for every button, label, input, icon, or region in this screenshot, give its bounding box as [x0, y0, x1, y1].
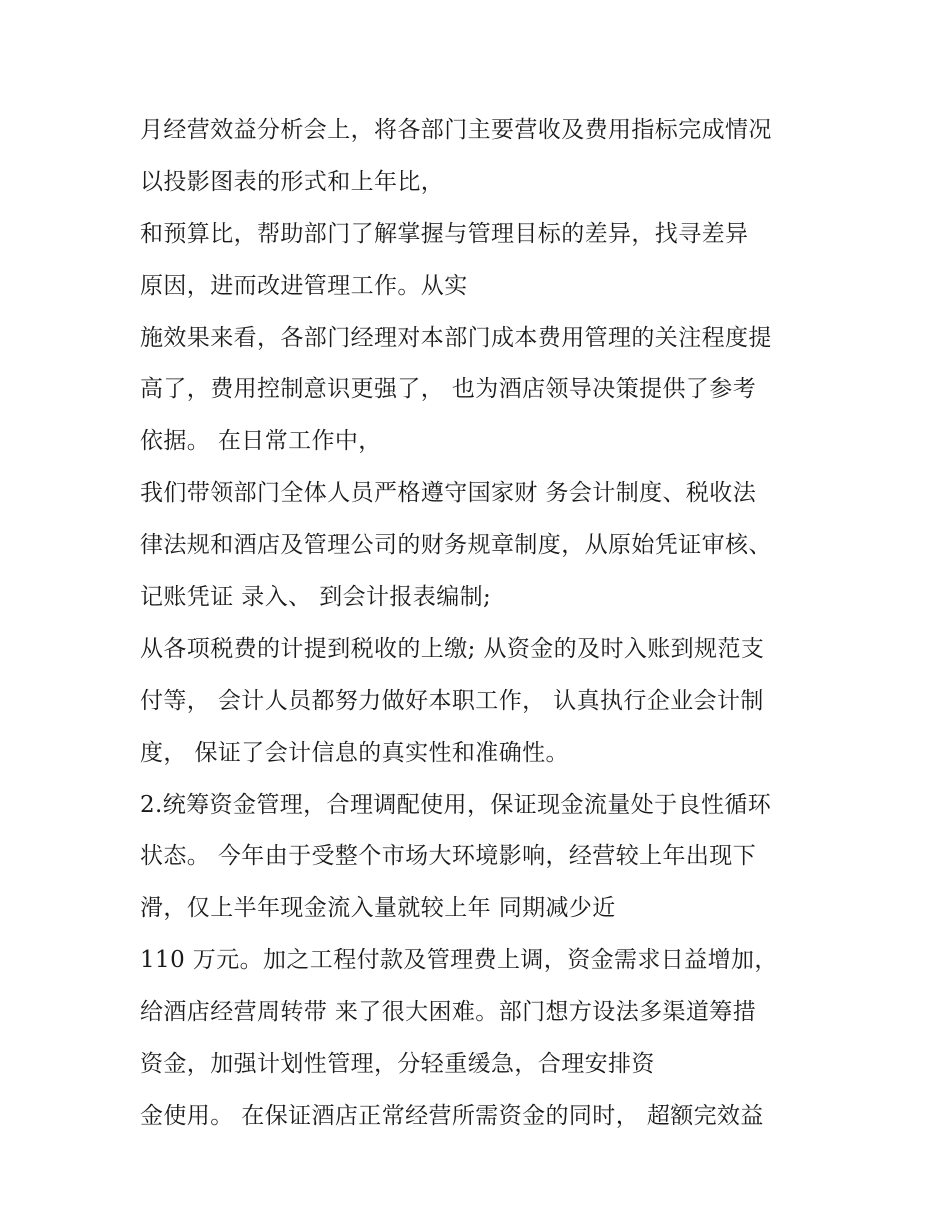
text-line: 状态。 今年由于受整个市场大环境影响，经营较上年出现下 [140, 843, 757, 870]
text-line: 我们带领部门全体人员严格遵守国家财 务会计制度、税收法 [140, 480, 757, 507]
text-line: 依据。 在日常工作中， [140, 428, 382, 455]
text-line: 度， 保证了会计信息的真实性和准确性。 [140, 739, 569, 766]
text-line: 从各项税费的计提到税收的上缴; 从资金的及时入账到规范支 [140, 635, 765, 662]
text-line: 律法规和酒店及管理公司的财务规章制度，从原始凭证审核、 [140, 532, 772, 559]
text-line: 记账凭证 录入、 到会计报表编制; [140, 584, 492, 611]
text-line: 高了，费用控制意识更强了， 也为酒店领导决策提供了参考 [140, 376, 757, 403]
text-line: 月经营效益分析会上，将各部门主要营收及费用指标完成情况 [140, 117, 772, 143]
text-line: 和预算比，帮助部门了解掌握与管理目标的差异，找寻差异 [140, 220, 749, 247]
text-line: 以投影图表的形式和上年比， [140, 168, 445, 195]
text-line: 资金，加强计划性管理，分轻重缓急，合理安排资 [140, 1051, 655, 1078]
text-line: 金使用。 在保证酒店正常经营所需资金的同时， 超额完效益 [140, 1102, 764, 1129]
text-line: 2.统筹资金管理，合理调配使用，保证现金流量处于良性循环 [140, 791, 772, 818]
text-line: 付等， 会计人员都努力做好本职工作， 认真执行企业会计制 [140, 687, 764, 714]
text-line: 施效果来看，各部门经理对本部门成本费用管理的关注程度提 [140, 324, 772, 351]
text-line: 原因，进而改进管理工作。从实 [140, 272, 468, 299]
text-line: 给酒店经营周转带 来了很大困难。部门想方设法多渠道筹措 [140, 999, 757, 1026]
text-line: 110 万元。加之工程付款及管理费上调，资金需求日益增加， [140, 947, 778, 974]
document-body [140, 105, 830, 1143]
text-line: 滑，仅上半年现金流入量就较上年 同期减少近 [140, 895, 616, 922]
